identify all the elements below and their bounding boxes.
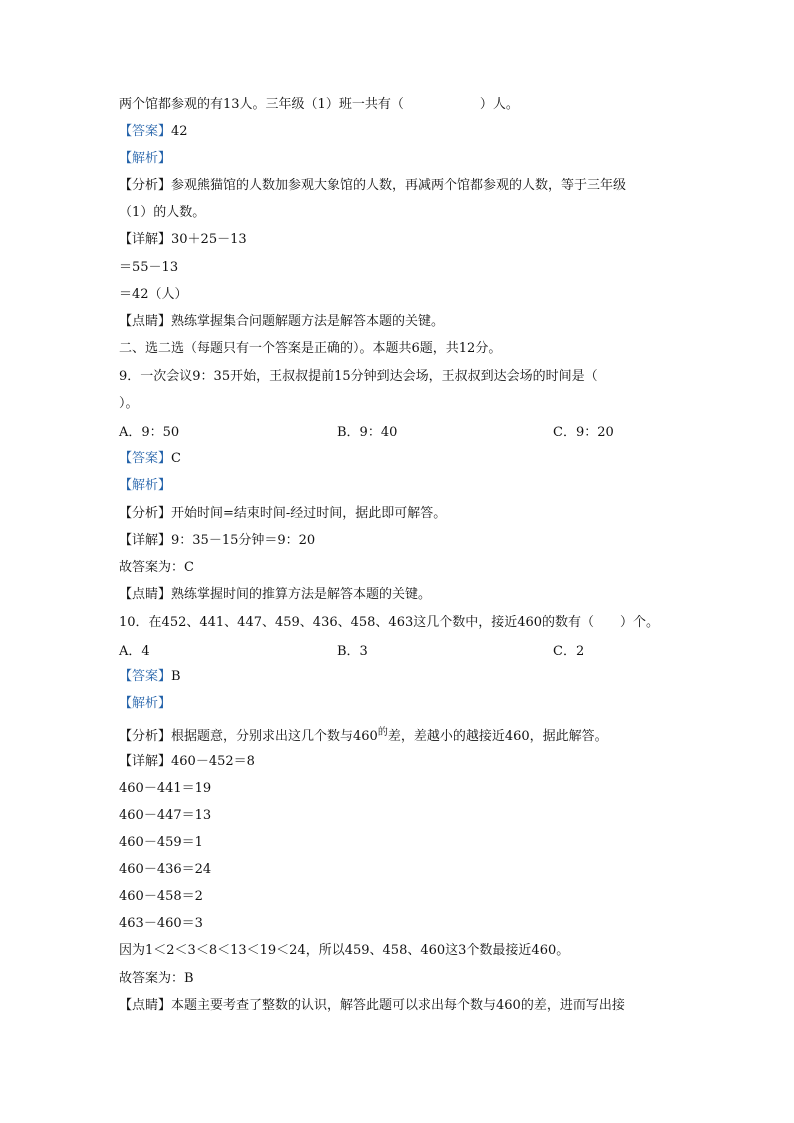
q8-answer bbox=[119, 123, 188, 141]
xiangjie-tag: 【详解】 bbox=[119, 754, 172, 769]
calc-step: ＝42（人） bbox=[119, 287, 188, 302]
q10-stem bbox=[119, 614, 659, 632]
fenxi-tag: 【分析】 bbox=[119, 729, 172, 744]
q9-jiexi bbox=[119, 477, 171, 495]
section-title-text: 二、选二选（每题只有一个答案是正确的）。本题共6题，共12分。 bbox=[119, 341, 502, 356]
q9-stem-text-cont: ）。 bbox=[119, 396, 139, 411]
q9-option-a: A．9：50 bbox=[119, 425, 180, 440]
xiangjie-text: 30＋25－13 bbox=[171, 232, 247, 247]
xiangjie-tag: 【详解】 bbox=[119, 533, 172, 548]
q10-option-b: B．3 bbox=[337, 644, 368, 659]
xiangjie-text: 460－452＝8 bbox=[171, 754, 255, 769]
dianjing-text: 本题主要考查了整数的认识，解答此题可以求出每个数与460的差，进而写出接 bbox=[171, 998, 625, 1013]
dianjing-tag: 【点睛】 bbox=[119, 314, 172, 329]
q8-stem-end: ）人。 bbox=[479, 97, 519, 112]
dianjing-text: 熟练掌握时间的推算方法是解答本题的关键。 bbox=[171, 587, 432, 602]
q9-answer bbox=[119, 450, 181, 468]
q8-step bbox=[119, 286, 188, 304]
answer-value: 42 bbox=[171, 124, 188, 139]
q9-option-b: B．9：40 bbox=[337, 425, 398, 440]
fenxi-text: 参观熊猫馆的人数加参观大象馆的人数，再减两个馆都参观的人数，等于三年级 bbox=[171, 178, 627, 193]
q8-fenxi bbox=[119, 177, 626, 195]
q8-stem-text: 两个馆都参观的有13人。三年级（1）班一共有（ bbox=[119, 97, 404, 112]
fenxi-tag: 【分析】 bbox=[119, 178, 172, 193]
answer-value: C bbox=[171, 451, 181, 466]
answer-tag: 【答案】 bbox=[119, 451, 172, 466]
q9-conclusion bbox=[119, 559, 194, 577]
fenxi-text-end: 差，差越小的越接近460，据此解答。 bbox=[387, 729, 608, 744]
q8-xiangjie bbox=[119, 231, 247, 249]
q8-step bbox=[119, 259, 178, 277]
q9-stem-text: 9．一次会议9：35开始，王叔叔提前15分钟到达会场，王叔叔到达会场的时间是（ bbox=[119, 369, 598, 384]
fenxi-tag: 【分析】 bbox=[119, 506, 172, 521]
fenxi-text: 根据题意，分别求出这几个数与460 bbox=[171, 729, 378, 744]
q8-jiexi bbox=[119, 150, 171, 168]
q10-jiexi bbox=[119, 695, 171, 713]
answer-tag: 【答案】 bbox=[119, 124, 172, 139]
section-title bbox=[119, 340, 501, 358]
q10-option-a: A．4 bbox=[119, 644, 150, 659]
calc-step: 460－436＝24 bbox=[119, 862, 212, 877]
q9-fenxi bbox=[119, 505, 446, 523]
q8-dianjing bbox=[119, 313, 444, 331]
q10-fenxi bbox=[119, 728, 608, 747]
q9-stem bbox=[119, 368, 598, 386]
jiexi-tag: 【解析】 bbox=[119, 151, 172, 166]
dianjing-tag: 【点睛】 bbox=[119, 587, 172, 602]
q10-option-c: C．2 bbox=[553, 644, 585, 659]
calc-step: 460－447＝13 bbox=[119, 808, 212, 823]
calc-step: 460－459＝1 bbox=[119, 835, 203, 850]
answer-tag: 【答案】 bbox=[119, 669, 172, 684]
dianjing-text: 熟练掌握集合问题解题方法是解答本题的关键。 bbox=[171, 314, 445, 329]
calc-step: 460－441＝19 bbox=[119, 781, 212, 796]
q10-stem-text: 10．在452、441、447、459、436、458、463这几个数中，接近460的数有（ ）个。 bbox=[119, 615, 660, 630]
xiangjie-tag: 【详解】 bbox=[119, 232, 172, 247]
dianjing-tag: 【点睛】 bbox=[119, 998, 172, 1013]
calc-step: 463－460＝3 bbox=[119, 916, 203, 931]
q8-stem-tail bbox=[119, 96, 519, 114]
jiexi-tag: 【解析】 bbox=[119, 478, 172, 493]
calc-step: 460－458＝2 bbox=[119, 889, 203, 904]
fenxi-text: 开始时间=结束时间-经过时间，据此即可解答。 bbox=[171, 506, 447, 521]
reason-text: 因为1＜2＜3＜8＜13＜19＜24，所以459、458、460这3个数最接近460。 bbox=[119, 943, 570, 958]
answer-value: B bbox=[171, 669, 181, 684]
q10-xiangjie bbox=[119, 753, 255, 771]
q10-dianjing bbox=[119, 997, 625, 1015]
conclusion-text: 故答案为：C bbox=[119, 560, 194, 575]
conclusion-text: 故答案为：B bbox=[119, 971, 194, 986]
q9-option-c: C．9：20 bbox=[553, 425, 614, 440]
xiangjie-text: 9：35－15分钟＝9：20 bbox=[171, 533, 316, 548]
fenxi-raised-char: 的 bbox=[377, 727, 388, 738]
jiexi-tag: 【解析】 bbox=[119, 696, 172, 711]
q9-dianjing bbox=[119, 586, 431, 604]
q8-fenxi-cont bbox=[119, 204, 205, 222]
fenxi-text-cont: （1）的人数。 bbox=[119, 205, 206, 220]
q10-reason bbox=[119, 942, 569, 960]
q10-conclusion bbox=[119, 970, 194, 988]
calc-step: ＝55－13 bbox=[119, 260, 179, 275]
q9-xiangjie bbox=[119, 532, 315, 550]
q10-answer bbox=[119, 668, 181, 686]
q9-stem-cont bbox=[119, 395, 139, 413]
